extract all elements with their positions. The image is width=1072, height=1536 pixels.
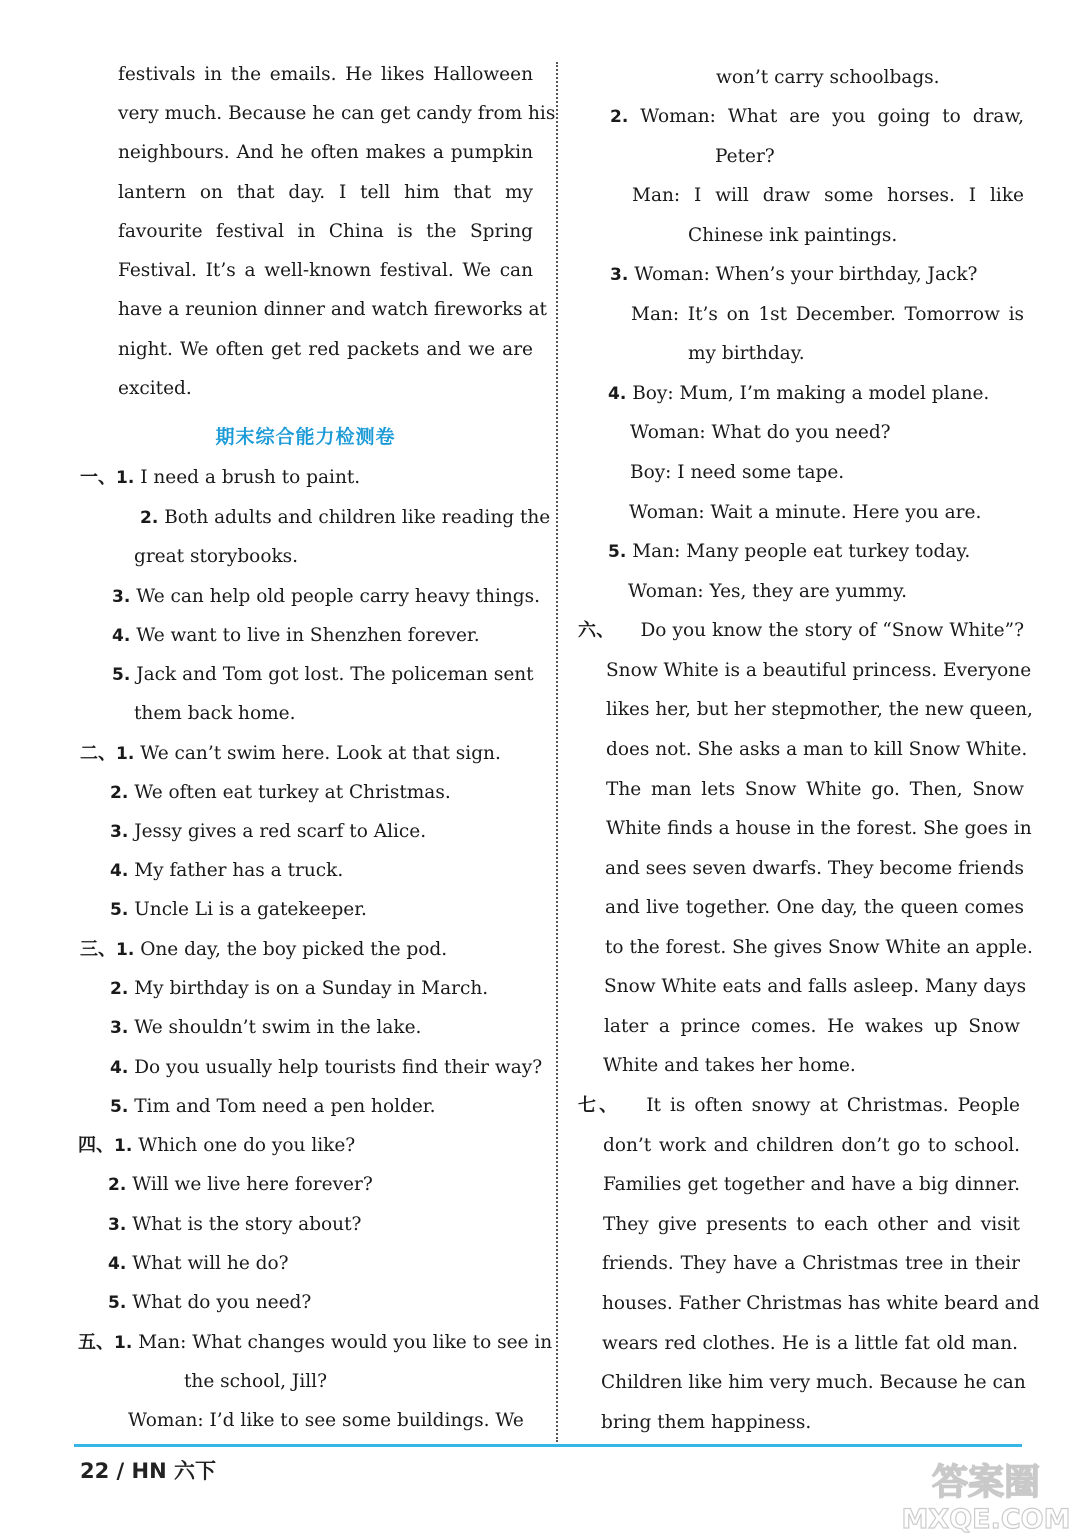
text-line <box>110 1056 542 1080</box>
item-number: 3. <box>110 1018 129 1038</box>
text-line <box>118 259 533 283</box>
line-text: Tim and Tom need a pen holder. <box>134 1096 436 1117</box>
text-line <box>112 663 534 687</box>
item-number: 5. <box>110 1097 129 1117</box>
line-text: neighbours. And he often makes a pumpkin <box>118 142 533 163</box>
line-text: bring them happiness. <box>601 1412 812 1433</box>
line-text: festivals in the emails. He likes Halloween <box>118 64 533 85</box>
item-number: 3. <box>112 587 131 607</box>
line-text: Do you know the story of “Snow White”? <box>640 620 1025 641</box>
page-footer: 22 / HN 六下 <box>80 1459 216 1483</box>
item-number: 2. <box>140 508 159 528</box>
line-text: my birthday. <box>688 343 805 364</box>
text-line <box>630 421 891 445</box>
text-line <box>110 977 488 1001</box>
text-line <box>606 698 1033 722</box>
text-line <box>605 936 1033 960</box>
line-text: Do you usually help tourists find their way? <box>134 1057 543 1078</box>
text-line <box>601 1371 1026 1395</box>
text-line <box>632 184 1024 208</box>
item-number: 2. <box>610 107 629 127</box>
item-number: 4. <box>108 1254 127 1274</box>
section-marker: 二、 <box>80 743 116 764</box>
line-text: lantern on that day. I tell him that my <box>118 182 533 203</box>
line-text: One day, the boy picked the pod. <box>140 939 448 960</box>
line-text: favourite festival in China is the Spring <box>118 221 533 242</box>
section-marker: 一、 <box>80 467 116 488</box>
line-text: What is the story about? <box>132 1214 362 1235</box>
line-text: Uncle Li is a gatekeeper. <box>134 899 367 920</box>
text-line <box>118 102 556 126</box>
line-text: have a reunion dinner and watch fireworks at <box>118 299 547 320</box>
item-number: 1. <box>114 1333 133 1353</box>
watermark-line1: 答案圈 <box>931 1462 1041 1503</box>
line-text: Snow White is a beautiful princess. Everyone <box>606 660 1032 681</box>
line-text: We want to live in Shenzhen forever. <box>136 625 480 646</box>
section-marker: 四、 <box>78 1135 114 1156</box>
line-text: and sees seven dwarfs. They become friends <box>605 858 1024 879</box>
item-number: 2. <box>110 783 129 803</box>
text-line <box>603 1054 856 1078</box>
text-line <box>110 781 451 805</box>
text-line <box>80 466 360 490</box>
item-number: 4. <box>608 384 627 404</box>
text-line <box>128 1409 522 1433</box>
column-divider <box>556 62 558 1442</box>
text-line <box>80 742 501 766</box>
line-text: very much. Because he can get candy from his <box>118 103 556 124</box>
line-text: and live together. One day, the queen comes <box>605 897 1024 918</box>
line-text: later a prince comes. He wakes up Snow <box>604 1016 1020 1037</box>
line-text: White finds a house in the forest. She goes in <box>606 818 1032 839</box>
text-line <box>578 619 1024 643</box>
text-line <box>629 501 981 525</box>
line-text: Festival. It’s a well-known festival. We can <box>118 260 533 281</box>
line-text: Families get together and have a big dinner. <box>603 1174 1020 1195</box>
line-text: excited. <box>118 378 192 399</box>
item-number: 2. <box>110 979 129 999</box>
text-line <box>606 817 1032 841</box>
line-text: to the forest. She gives Snow White an apple. <box>605 937 1033 958</box>
text-line <box>118 338 533 362</box>
text-line <box>604 1015 1020 1039</box>
text-line <box>118 298 547 322</box>
text-line <box>110 898 367 922</box>
text-line <box>603 1134 1020 1158</box>
item-number: 4. <box>110 1058 129 1078</box>
text-line <box>110 859 343 883</box>
item-number: 3. <box>110 822 129 842</box>
text-line <box>603 1173 1020 1197</box>
text-line <box>628 580 907 604</box>
text-line <box>631 303 1024 327</box>
line-text: Woman: What do you need? <box>630 422 891 443</box>
item-number: 4. <box>112 626 131 646</box>
text-line <box>608 540 970 564</box>
text-line <box>118 63 533 87</box>
line-text: Boy: I need some tape. <box>630 462 845 483</box>
line-text: Man: Many people eat turkey today. <box>632 541 971 562</box>
text-line <box>603 1213 1020 1237</box>
text-line <box>715 145 775 169</box>
line-text: Boy: Mum, I’m making a model plane. <box>632 383 990 404</box>
item-number: 5. <box>108 1293 127 1313</box>
text-line <box>134 702 295 726</box>
line-text: them back home. <box>134 703 296 724</box>
line-text: does not. She asks a man to kill Snow White. <box>606 739 1028 760</box>
item-number: 1. <box>116 468 135 488</box>
line-text: We can help old people carry heavy things. <box>136 586 540 607</box>
line-text: Will we live here forever? <box>132 1174 373 1195</box>
text-line <box>688 224 897 248</box>
footer-rule <box>74 1444 1022 1447</box>
text-line <box>606 738 1028 762</box>
line-text: Children like him very much. Because he can <box>601 1372 1026 1393</box>
text-line <box>108 1252 289 1276</box>
text-line <box>118 220 533 244</box>
line-text: Man: What changes would you like to see in <box>138 1332 553 1353</box>
line-text: don’t work and children don’t go to school. <box>603 1135 1020 1156</box>
line-text: likes her, but her stepmother, the new queen, <box>606 699 1033 720</box>
text-line <box>605 857 1024 881</box>
line-text: We can’t swim here. Look at that sign. <box>140 743 501 764</box>
item-number: 1. <box>114 1136 133 1156</box>
line-text: great storybooks. <box>134 546 299 567</box>
text-line <box>184 1370 327 1394</box>
watermark-line2: MXQE.COM <box>902 1504 1070 1535</box>
line-text: Woman: Yes, they are yummy. <box>628 581 907 602</box>
line-text: Jack and Tom got lost. The policeman sent <box>136 664 534 685</box>
line-text: Woman: When’s your birthday, Jack? <box>634 264 978 285</box>
line-text: Snow White eats and falls asleep. Many days <box>604 976 1027 997</box>
text-line <box>110 1095 435 1119</box>
section-marker: 五、 <box>78 1332 114 1353</box>
text-line <box>604 975 1027 999</box>
item-number: 2. <box>108 1175 127 1195</box>
line-text: houses. Father Christmas has white beard and <box>602 1293 1040 1314</box>
line-text: the school, Jill? <box>184 1371 327 1392</box>
line-text: Peter? <box>715 146 775 167</box>
line-text: What will he do? <box>132 1253 289 1274</box>
section-marker: 六、 <box>578 620 615 641</box>
item-number: 1. <box>116 940 135 960</box>
item-number: 4. <box>110 861 129 881</box>
watermark-logo <box>902 1454 1070 1536</box>
line-text: I need a brush to paint. <box>140 467 361 488</box>
line-text: We often eat turkey at Christmas. <box>134 782 451 803</box>
item-number: 5. <box>112 665 131 685</box>
line-text: We shouldn’t swim in the lake. <box>134 1017 422 1038</box>
text-line <box>110 1016 421 1040</box>
line-text: My birthday is on a Sunday in March. <box>134 978 489 999</box>
text-line <box>608 382 989 406</box>
text-line <box>108 1173 373 1197</box>
text-line <box>78 1331 553 1355</box>
line-text: My father has a truck. <box>134 860 344 881</box>
text-line <box>140 506 551 530</box>
text-line <box>716 66 940 90</box>
item-number: 5. <box>608 542 627 562</box>
line-text: Jessy gives a red scarf to Alice. <box>134 821 427 842</box>
text-line <box>610 263 977 287</box>
text-line <box>578 1094 1020 1118</box>
text-line <box>602 1332 1018 1356</box>
line-text: Woman: Wait a minute. Here you are. <box>629 502 982 523</box>
item-number: 3. <box>108 1215 127 1235</box>
line-text: Which one do you like? <box>138 1135 356 1156</box>
line-text: They give presents to each other and visit <box>603 1214 1020 1235</box>
text-line <box>605 896 1024 920</box>
section-marker: 三、 <box>80 939 116 960</box>
text-line <box>601 1411 811 1435</box>
line-text: night. We often get red packets and we are <box>118 339 533 360</box>
text-line <box>118 181 533 205</box>
section-title: 期末综合能力检测卷 <box>215 426 396 448</box>
text-line <box>610 105 1024 129</box>
line-text: Woman: I’d like to see some buildings. We <box>128 1410 524 1431</box>
text-line <box>118 377 192 401</box>
text-line <box>630 461 844 485</box>
line-text: The man lets Snow White go. Then, Snow <box>606 779 1024 800</box>
text-line <box>134 545 298 569</box>
line-text: Chinese ink paintings. <box>688 225 898 246</box>
line-text: Both adults and children like reading the <box>164 507 551 528</box>
text-line <box>108 1213 361 1237</box>
line-text: Woman: What are you going to draw, <box>640 106 1024 127</box>
text-line <box>602 1292 1040 1316</box>
section-marker: 七、 <box>578 1095 621 1116</box>
text-line <box>110 820 426 844</box>
item-number: 5. <box>110 900 129 920</box>
text-line <box>606 778 1024 802</box>
text-line <box>602 1252 1020 1276</box>
text-line <box>118 141 533 165</box>
text-line <box>112 585 540 609</box>
item-number: 1. <box>116 744 135 764</box>
text-line <box>108 1291 311 1315</box>
line-text: friends. They have a Christmas tree in their <box>602 1253 1020 1274</box>
item-number: 3. <box>610 265 629 285</box>
line-text: What do you need? <box>132 1292 312 1313</box>
text-line <box>80 938 447 962</box>
line-text: Man: I will draw some horses. I like <box>632 185 1024 206</box>
text-line <box>606 659 1032 683</box>
text-line <box>78 1134 355 1158</box>
line-text: won’t carry schoolbags. <box>716 67 940 88</box>
text-line <box>688 342 805 366</box>
line-text: It is often snowy at Christmas. People <box>646 1095 1020 1116</box>
line-text: Man: It’s on 1st December. Tomorrow is <box>631 304 1024 325</box>
text-line <box>112 624 480 648</box>
line-text: wears red clothes. He is a little fat old man. <box>602 1333 1018 1354</box>
line-text: White and takes her home. <box>603 1055 856 1076</box>
